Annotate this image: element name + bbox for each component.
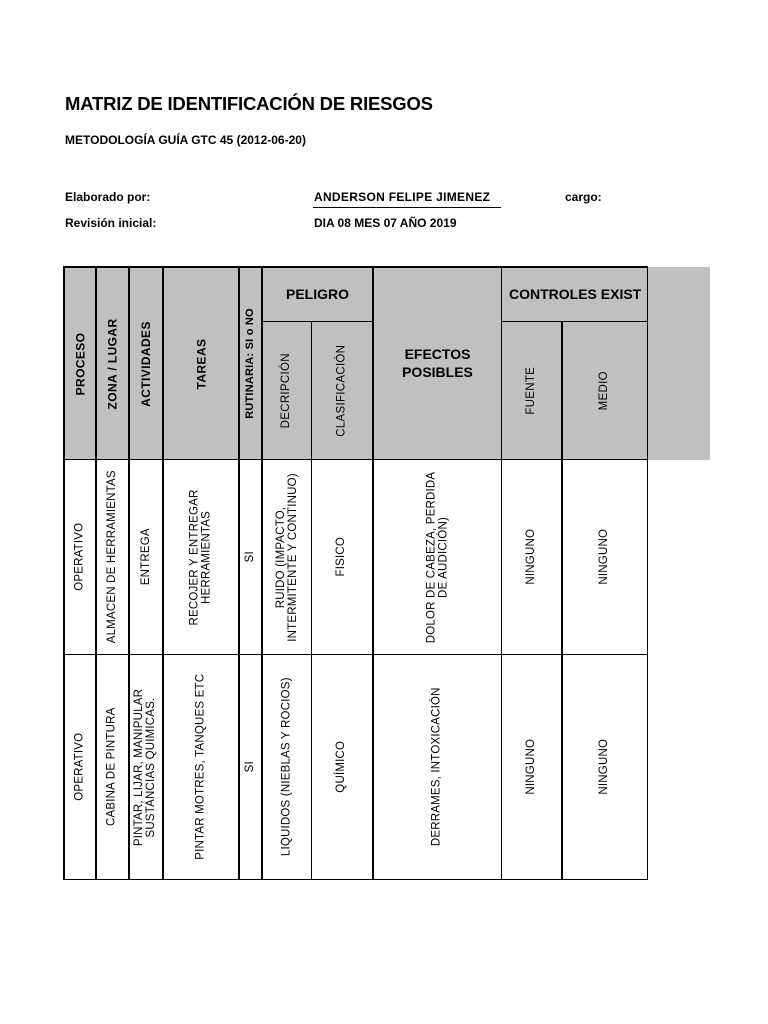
revision-label: Revisión inicial:: [65, 216, 157, 230]
header-rutinaria: RUTINARIA: SI o NO: [244, 308, 257, 419]
row2-clasificacion: QUÍMICO: [335, 741, 348, 793]
header-descripcion: DECRIPCIÓN: [280, 352, 293, 429]
header-peligro-group: PELIGRO: [285, 286, 349, 302]
row2-proceso: OPERATIVO: [73, 732, 86, 802]
row1-clasificacion: FISICO: [335, 537, 348, 577]
header-medio: MEDIO: [598, 370, 611, 411]
row2-fuente: NINGUNO: [524, 739, 537, 795]
col-border-right: [647, 266, 648, 880]
cargo-label: cargo:: [565, 190, 602, 204]
header-proceso: PROCESO: [73, 332, 87, 395]
revision-value: DIA 08 MES 07 AÑO 2019: [314, 216, 457, 230]
methodology-subtitle: METODOLOGÍA GUÍA GTC 45 (2012-06-20): [65, 133, 306, 147]
row1-actividades: ENTREGA: [139, 528, 152, 586]
row1-rutinaria: SI: [243, 551, 256, 563]
elaborado-underline: [313, 207, 501, 208]
page-title: MATRIZ DE IDENTIFICACIÓN DE RIESGOS: [65, 93, 433, 114]
row2-tareas: PINTAR MOTRES, TANQUES ETC: [194, 673, 207, 861]
header-controles-group: CONTROLES EXIST: [509, 286, 642, 302]
row1-proceso: OPERATIVO: [73, 522, 86, 592]
elaborado-value: ANDERSON FELIPE JIMENEZ: [314, 190, 491, 204]
row2-medio: NINGUNO: [598, 739, 611, 795]
row1-efectos: DOLOR DE CABEZA, PERDIDA DE AUDICIÓN): [425, 471, 449, 643]
row2-zona: CABINA DE PINTURA: [105, 707, 118, 827]
row2-actividades: PINTAR, LIJAR, MANIPULAR SUSTANCIAS QUIMICAS.: [133, 688, 157, 846]
header-fuente: FUENTE: [524, 366, 537, 415]
header-efectos-posibles: EFECTOS POSIBLES: [402, 346, 473, 380]
row2-descripcion: LIQUIDOS (NIEBLAS Y ROCIOS): [280, 677, 293, 857]
elaborado-label: Elaborado por:: [65, 190, 151, 204]
row2-efectos: DERRAMES, INTOXICACIÓN: [430, 687, 443, 847]
row1-zona: ALMACEN DE HERRAMIENTAS: [105, 470, 118, 644]
header-tareas: TAREAS: [193, 338, 208, 389]
header-actividades: ACTIVIDADES: [139, 320, 153, 407]
row1-descripcion: RUIDO (IMPACTO, INTERMITENTE Y CONTINUO): [274, 472, 299, 642]
header-zona-lugar: ZONA / LUGAR: [105, 317, 120, 410]
row1-medio: NINGUNO: [598, 529, 611, 585]
row2-rutinaria: SI: [243, 761, 256, 773]
header-clasificacion: CLASIFICACIÓN: [335, 344, 348, 437]
row1-fuente: NINGUNO: [524, 529, 537, 585]
row1-tareas: RECOJER Y ENTREGAR HERRAMIENTAS: [188, 488, 212, 626]
